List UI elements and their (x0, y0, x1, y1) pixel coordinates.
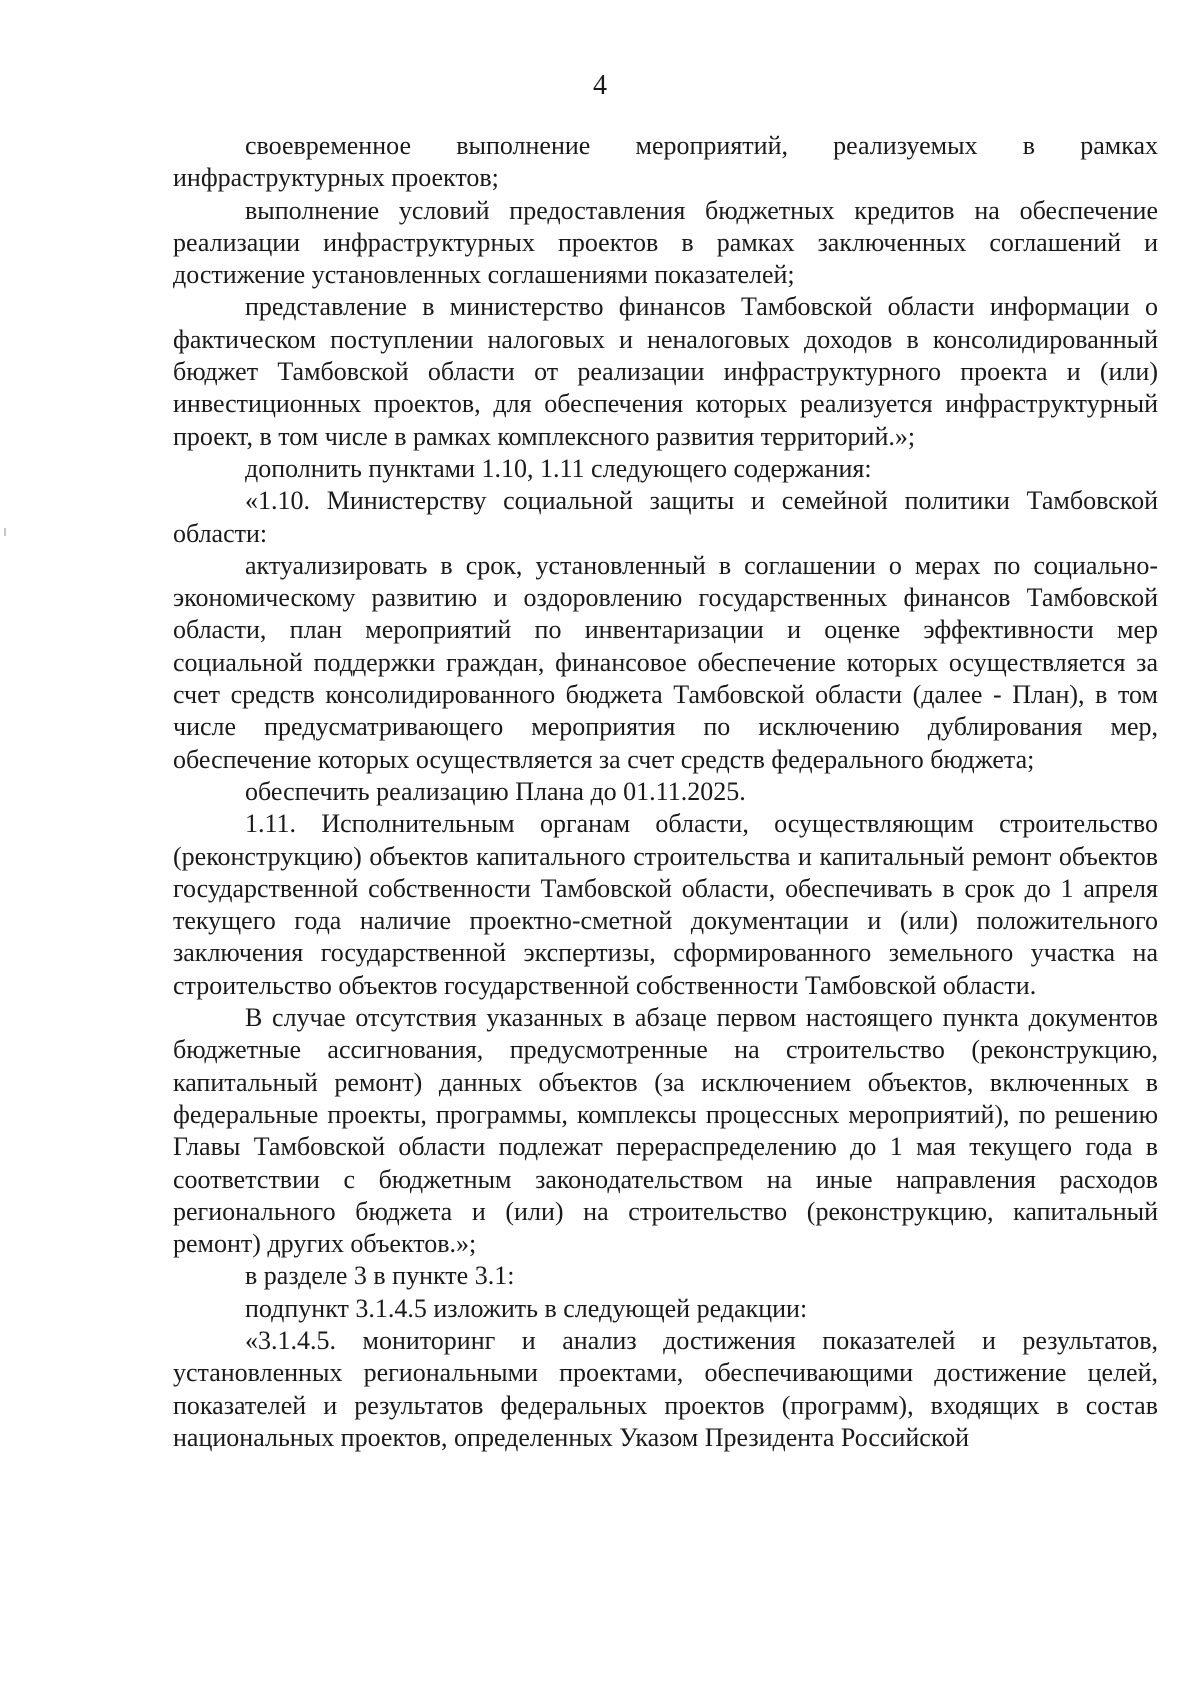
paragraph-section-3: в разделе 3 в пункте 3.1: (245, 1261, 515, 1291)
paragraph-plan-deadline: обеспечить реализацию Плана до 01.11.2025. (245, 776, 746, 806)
paragraph-add-items: дополнить пунктами 1.10, 1.11 следующего содержания: (245, 453, 872, 483)
scan-edge-mark (4, 528, 6, 536)
paragraph-budget-credits: выполнение условий предоставления бюджетных кредитов на обеспечение реализации инфраструктурных проектов в рамках заключенных соглашений и достижение установленных соглашениями показателей; (173, 195, 1158, 290)
paragraph-item-1-10: «1.10. Министерству социальной защиты и семейной политики Тамбовской области: (173, 486, 1158, 548)
page-number: 4 (593, 70, 607, 101)
paragraph-item-1-11: 1.11. Исполнительным органам области, осуществляющим строительство (реконструкцию) объектов капитального строительства и капитальный ремонт объектов государственной собственности Тамбовской области, обеспечивать в срок до 1 апреля текущего года наличие проектно-сметной документации и (или) положительного заключения государственной экспертизы, сформированного земельного участка на строительство объектов государственной собственности Тамбовской области. (173, 809, 1158, 1000)
paragraph-absence-of-documents: В случае отсутствия указанных в абзаце первом настоящего пункта документов бюджетные ассигнования, предусмотренные на строительство (реконструкцию, капитальный ремонт) данных объектов (за исключением объектов, включенных в федеральные проекты, программы, комплексы процессных мероприятий), по решению Главы Тамбовской области подлежат перераспределению до 1 мая текущего года в соответствии с бюджетным законодательством на иные направления расходов регионального бюджета и (или) на строительство (реконструкцию, капитальный ремонт) других объектов.»; (173, 1003, 1158, 1259)
paragraph-timely-execution: своевременное выполнение мероприятий, реализуемых в рамках инфраструктурных проектов; (173, 131, 1158, 193)
document-body (173, 130, 1158, 1454)
paragraph-subitem-3-1-4-5: подпункт 3.1.4.5 изложить в следующей редакции: (245, 1293, 808, 1323)
paragraph-update-plan: актуализировать в срок, установленный в соглашении о мерах по социально-экономическому развитию и оздоровлению государственных финансов Тамбовской области, план мероприятий по инвентаризации и оценке эффективности мер социальной поддержки граждан, финансовое обеспечение которых осуществляется за счет средств консолидированного бюджета Тамбовской области (далее - План), в том числе предусматривающего мероприятия по исключению дублирования мер, обеспечение которых осуществляется за счет средств федерального бюджета; (173, 550, 1158, 774)
paragraph-tax-revenue-info: представление в министерство финансов Тамбовской области информации о фактическом поступлении налоговых и неналоговых доходов в консолидированный бюджет Тамбовской области от реализации инфраструктурного проекта и (или) инвестиционных проектов, для обеспечения которых реализуется инфраструктурный проект, в том числе в рамках комплексного развития территорий.»; (173, 292, 1158, 451)
paragraph-monitoring: «3.1.4.5. мониторинг и анализ достижения показателей и результатов, установленных региональными проектами, обеспечивающими достижение целей, показателей и результатов федеральных проектов (программ), входящих в состав национальных проектов, определенных Указом Президента Российской (173, 1325, 1158, 1452)
